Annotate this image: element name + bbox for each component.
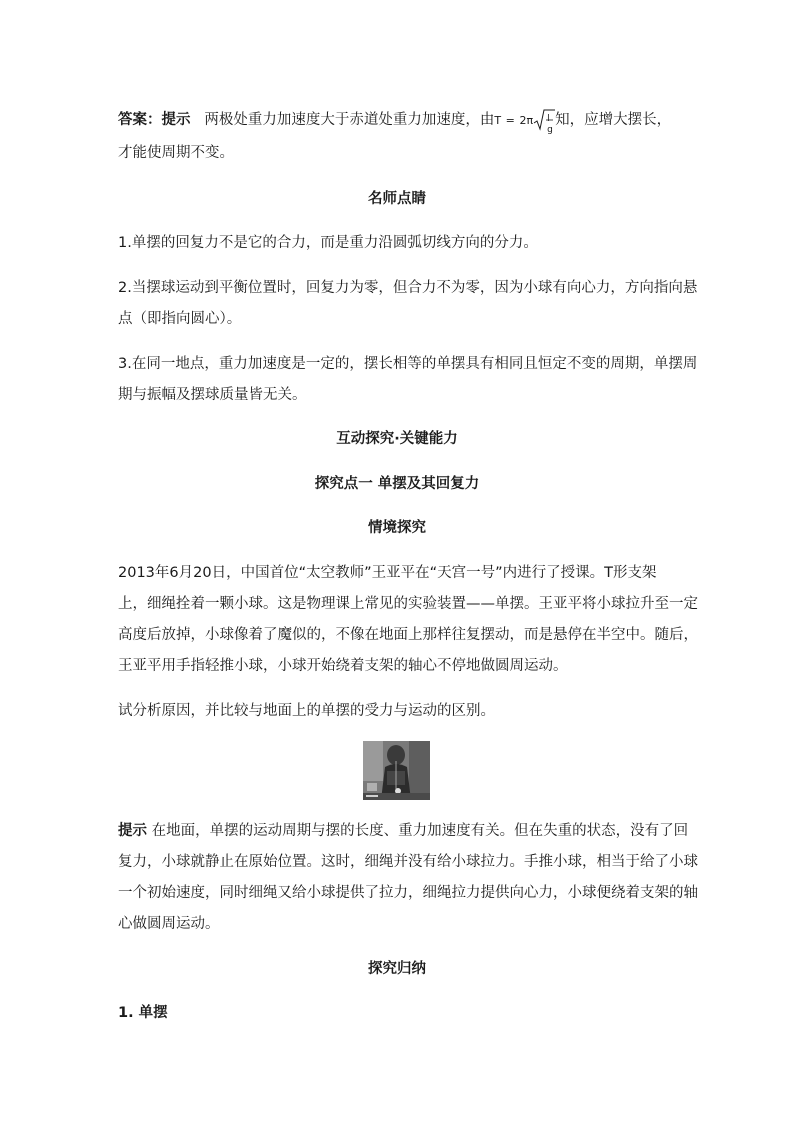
hint-line-1 bbox=[118, 821, 689, 841]
section-heading-point1: 探究点一 单摆及其回复力 bbox=[314, 476, 480, 492]
point-2-line-1: 2.当摆球运动到平衡位置时，回复力为零，但合力不为零，因为小球有向心力，方向指向悬 bbox=[118, 280, 698, 296]
scenario-line-4: 王亚平用手指轻推小球，小球开始绕着支架的轴心不停地做圆周运动。 bbox=[118, 658, 568, 674]
answer-label: 答案： bbox=[118, 112, 162, 128]
answer-text-after: 知，应增大摆长， bbox=[555, 112, 672, 128]
item-1-heading: 1. 单摆 bbox=[118, 1005, 168, 1021]
photo-illustration bbox=[363, 741, 430, 800]
section-heading-famous: 名师点睛 bbox=[368, 191, 426, 207]
scenario-question: 试分析原因，并比较与地面上的单摆的受力与运动的区别。 bbox=[118, 703, 495, 719]
point-3-line-2: 期与振幅及摆球质量皆无关。 bbox=[118, 387, 307, 403]
sqrt-fraction bbox=[533, 110, 555, 135]
section-heading-summary: 探究归纳 bbox=[368, 961, 426, 977]
answer-line-1 bbox=[118, 110, 678, 135]
formula-T: T bbox=[494, 114, 502, 127]
answer-line-2: 才能使周期不变。 bbox=[118, 145, 234, 161]
section-heading-interactive: 互动探究·关键能力 bbox=[336, 431, 458, 447]
formula-equals: = bbox=[505, 114, 515, 127]
point-1: 1.单摆的回复力不是它的合力，而是重力沿圆弧切线方向的分力。 bbox=[118, 235, 538, 251]
hint-line-4: 心做圆周运动。 bbox=[118, 916, 220, 932]
formula-2pi: 2π bbox=[519, 114, 534, 127]
scenario-line-2: 上，细绳拴着一颗小球。这是物理课上常见的实验装置——单摆。王亚平将小球拉升至一定 bbox=[118, 596, 698, 612]
hint-line-3: 一个初始速度，同时细绳又给小球提供了拉力，细绳拉力提供向心力，小球便绕着支架的轴 bbox=[118, 885, 698, 901]
hint-text-1: 在地面，单摆的运动周期与摆的长度、重力加速度有关。但在失重的状态，没有了回 bbox=[151, 823, 689, 839]
scenario-line-3: 高度后放掉，小球像着了魔似的，不像在地面上那样往复摆动，而是悬停在半空中。随后， bbox=[118, 627, 698, 643]
point-3-line-1: 3.在同一地点，重力加速度是一定的，摆长相等的单摆具有相同且恒定不变的周期，单摆周 bbox=[118, 356, 698, 372]
hint-label: 提示 bbox=[118, 823, 147, 839]
answer-hint-label: 提示 bbox=[161, 112, 191, 128]
scenario-line-1: 2013年6月20日，中国首位“太空教师”王亚平在“天宫一号”内进行了授课。T形支架 bbox=[118, 565, 657, 581]
answer-text-before: 两极处重力加速度大于赤道处重力加速度，由 bbox=[204, 112, 495, 128]
section-heading-scenario: 情境探究 bbox=[368, 520, 426, 536]
point-2-line-2: 点（即指向圆心）。 bbox=[118, 311, 242, 327]
formula-numerator: l bbox=[547, 114, 550, 124]
hint-line-2: 复力，小球就静止在原始位置。这时，细绳并没有给小球拉力。手推小球，相当于给了小球 bbox=[118, 854, 698, 870]
formula-denominator: g bbox=[547, 125, 553, 135]
space-lesson-photo bbox=[363, 741, 430, 800]
